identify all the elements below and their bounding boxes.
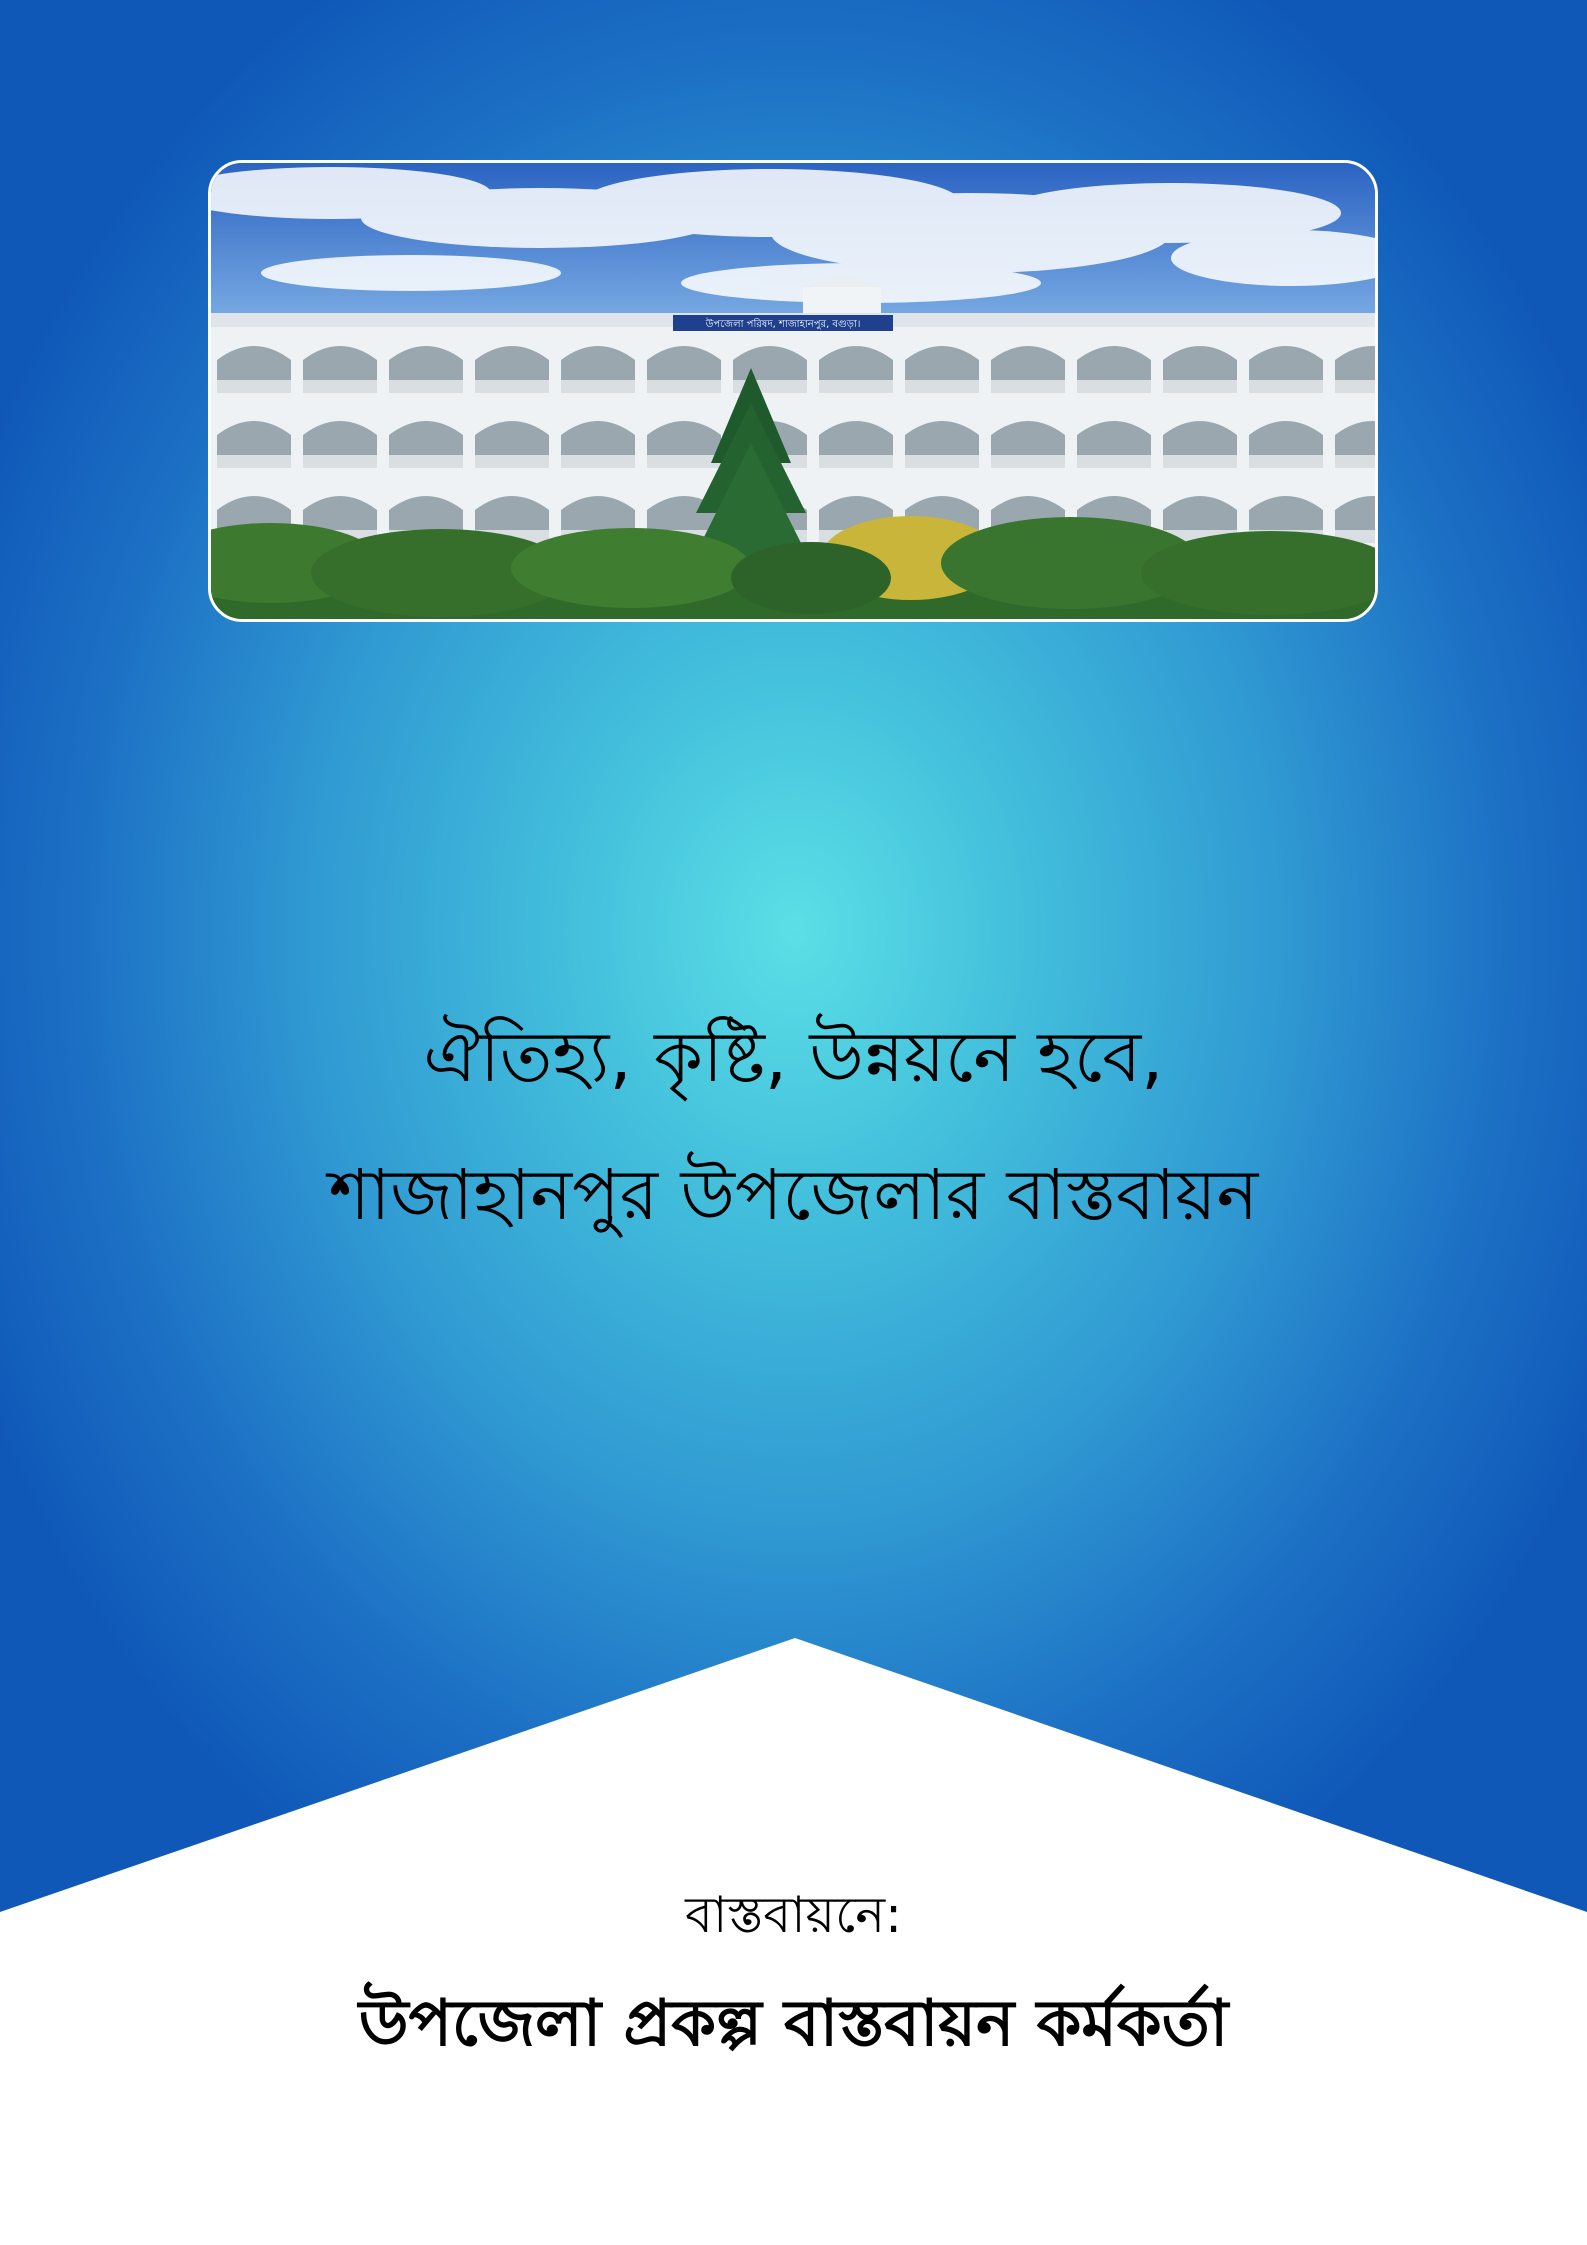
- cover-title-line-1: ঐতিহ্য, কৃষ্টি, উন্নয়নে হবে,: [423, 1016, 1164, 1098]
- building-sign-text: উপজেলা পরিষদ, শাজাহানপুর, বগুড়া।: [705, 319, 861, 330]
- implementer-name: উপজেলা প্রকল্প বাস্তবায়ন কর্মকর্তা: [358, 1987, 1229, 2061]
- cover-title-line-2: শাজাহানপুর উপজেলার বাস্তবায়ন: [328, 1154, 1259, 1236]
- implemented-by-label: বাস্তবায়নে:: [685, 1886, 902, 1944]
